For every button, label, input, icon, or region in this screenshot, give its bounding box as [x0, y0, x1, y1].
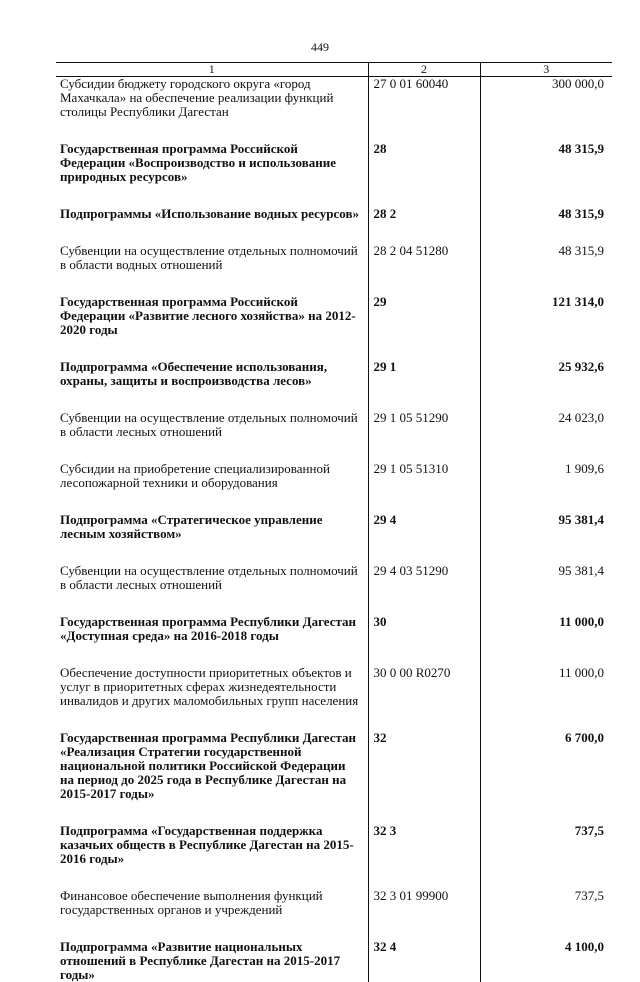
column-header-2: 2 — [368, 63, 480, 77]
amount: 121 314,0 — [480, 295, 612, 337]
row-spacer — [56, 388, 612, 411]
spacer-cell — [56, 439, 368, 462]
spacer-cell — [480, 866, 612, 889]
spacer-cell — [368, 801, 480, 824]
table-row — [56, 207, 612, 221]
table-row — [56, 564, 612, 592]
item-name: Подпрограммы «Использование водных ресурсов» — [56, 207, 368, 221]
column-header-1: 1 — [56, 63, 368, 77]
amount: 24 023,0 — [480, 411, 612, 439]
spacer-cell — [368, 917, 480, 940]
budget-code: 32 3 01 99900 — [368, 889, 480, 917]
amount: 300 000,0 — [480, 77, 612, 120]
item-name: Подпрограмма «Развитие национальных отношений в Республике Дагестан на 2015-2017 годы» — [56, 940, 368, 982]
row-spacer — [56, 119, 612, 142]
table-row — [56, 244, 612, 272]
table-body — [56, 77, 612, 982]
row-spacer — [56, 184, 612, 207]
item-name: Финансовое обеспечение выполнения функций государственных органов и учреждений — [56, 889, 368, 917]
amount: 11 000,0 — [480, 666, 612, 708]
spacer-cell — [480, 643, 612, 666]
table-row — [56, 824, 612, 866]
budget-code: 32 — [368, 731, 480, 801]
item-name: Государственная программа Российской Федерации «Воспроизводство и использование природных ресурсов» — [56, 142, 368, 184]
spacer-cell — [368, 221, 480, 244]
row-spacer — [56, 541, 612, 564]
budget-code: 30 0 00 R0270 — [368, 666, 480, 708]
amount: 11 000,0 — [480, 615, 612, 643]
spacer-cell — [368, 439, 480, 462]
spacer-cell — [368, 119, 480, 142]
spacer-cell — [368, 866, 480, 889]
item-name: Государственная программа Республики Дагестан «Реализация Стратегии государственной национальной политики Российской Федерации на период до 2025 года в Республике Дагестан на 2015-2017 годы» — [56, 731, 368, 801]
row-spacer — [56, 643, 612, 666]
page-number: 449 — [0, 40, 640, 55]
spacer-cell — [368, 541, 480, 564]
item-name: Государственная программа Российской Федерации «Развитие лесного хозяйства» на 2012-2020 годы — [56, 295, 368, 337]
spacer-cell — [480, 541, 612, 564]
spacer-cell — [368, 388, 480, 411]
item-name: Государственная программа Республики Дагестан «Доступная среда» на 2016-2018 годы — [56, 615, 368, 643]
spacer-cell — [480, 184, 612, 207]
table-row — [56, 462, 612, 490]
spacer-cell — [480, 388, 612, 411]
spacer-cell — [368, 184, 480, 207]
spacer-cell — [480, 801, 612, 824]
amount: 48 315,9 — [480, 244, 612, 272]
amount: 4 100,0 — [480, 940, 612, 982]
budget-code: 28 2 04 51280 — [368, 244, 480, 272]
item-name: Субвенции на осуществление отдельных полномочий в области лесных отношений — [56, 564, 368, 592]
table-row — [56, 411, 612, 439]
budget-code: 29 4 — [368, 513, 480, 541]
amount: 25 932,6 — [480, 360, 612, 388]
item-name: Подпрограмма «Обеспечение использования, охраны, защиты и воспроизводства лесов» — [56, 360, 368, 388]
spacer-cell — [368, 272, 480, 295]
spacer-cell — [56, 708, 368, 731]
spacer-cell — [480, 708, 612, 731]
spacer-cell — [56, 801, 368, 824]
spacer-cell — [56, 592, 368, 615]
budget-code: 28 2 — [368, 207, 480, 221]
row-spacer — [56, 221, 612, 244]
spacer-cell — [368, 592, 480, 615]
spacer-cell — [56, 388, 368, 411]
spacer-cell — [480, 490, 612, 513]
table-row — [56, 666, 612, 708]
item-name: Подпрограмма «Стратегическое управление лесным хозяйством» — [56, 513, 368, 541]
spacer-cell — [480, 337, 612, 360]
table-row — [56, 889, 612, 917]
table-row — [56, 295, 612, 337]
table-row — [56, 77, 612, 120]
amount: 48 315,9 — [480, 207, 612, 221]
spacer-cell — [368, 490, 480, 513]
amount: 737,5 — [480, 889, 612, 917]
row-spacer — [56, 917, 612, 940]
row-spacer — [56, 439, 612, 462]
row-spacer — [56, 866, 612, 889]
spacer-cell — [56, 221, 368, 244]
budget-code: 29 1 05 51290 — [368, 411, 480, 439]
row-spacer — [56, 708, 612, 731]
spacer-cell — [480, 592, 612, 615]
amount: 95 381,4 — [480, 513, 612, 541]
spacer-cell — [480, 272, 612, 295]
row-spacer — [56, 592, 612, 615]
item-name: Подпрограмма «Государственная поддержка казачьих обществ в Республике Дагестан на 2015-2016 годы» — [56, 824, 368, 866]
budget-code: 28 — [368, 142, 480, 184]
row-spacer — [56, 801, 612, 824]
amount: 1 909,6 — [480, 462, 612, 490]
budget-code: 27 0 01 60040 — [368, 77, 480, 120]
amount: 95 381,4 — [480, 564, 612, 592]
spacer-cell — [56, 917, 368, 940]
spacer-cell — [368, 643, 480, 666]
row-spacer — [56, 337, 612, 360]
spacer-cell — [56, 541, 368, 564]
amount: 737,5 — [480, 824, 612, 866]
item-name: Субсидии на приобретение специализированной лесопожарной техники и оборудования — [56, 462, 368, 490]
item-name: Субвенции на осуществление отдельных полномочий в области лесных отношений — [56, 411, 368, 439]
amount: 48 315,9 — [480, 142, 612, 184]
table-row — [56, 142, 612, 184]
table-row — [56, 940, 612, 982]
spacer-cell — [480, 917, 612, 940]
spacer-cell — [480, 221, 612, 244]
item-name: Субвенции на осуществление отдельных полномочий в области водных отношений — [56, 244, 368, 272]
budget-code: 29 — [368, 295, 480, 337]
spacer-cell — [56, 337, 368, 360]
table-row — [56, 513, 612, 541]
spacer-cell — [56, 119, 368, 142]
amount: 6 700,0 — [480, 731, 612, 801]
row-spacer — [56, 272, 612, 295]
budget-code: 29 4 03 51290 — [368, 564, 480, 592]
column-header-3: 3 — [480, 63, 612, 77]
spacer-cell — [56, 272, 368, 295]
spacer-cell — [480, 119, 612, 142]
table-row — [56, 731, 612, 801]
budget-table — [56, 62, 612, 982]
spacer-cell — [368, 708, 480, 731]
spacer-cell — [368, 337, 480, 360]
item-name: Субсидии бюджету городского округа «город Махачкала» на обеспечение реализации функций столицы Республики Дагестан — [56, 77, 368, 120]
spacer-cell — [56, 643, 368, 666]
budget-code: 29 1 05 51310 — [368, 462, 480, 490]
budget-code: 32 4 — [368, 940, 480, 982]
table-row — [56, 360, 612, 388]
spacer-cell — [56, 866, 368, 889]
row-spacer — [56, 490, 612, 513]
spacer-cell — [56, 184, 368, 207]
item-name: Обеспечение доступности приоритетных объектов и услуг в приоритетных сферах жизнедеятельности инвалидов и других маломобильных групп населения — [56, 666, 368, 708]
table-header-row — [56, 63, 612, 77]
budget-code: 30 — [368, 615, 480, 643]
spacer-cell — [480, 439, 612, 462]
budget-code: 29 1 — [368, 360, 480, 388]
budget-code: 32 3 — [368, 824, 480, 866]
spacer-cell — [56, 490, 368, 513]
table-row — [56, 615, 612, 643]
